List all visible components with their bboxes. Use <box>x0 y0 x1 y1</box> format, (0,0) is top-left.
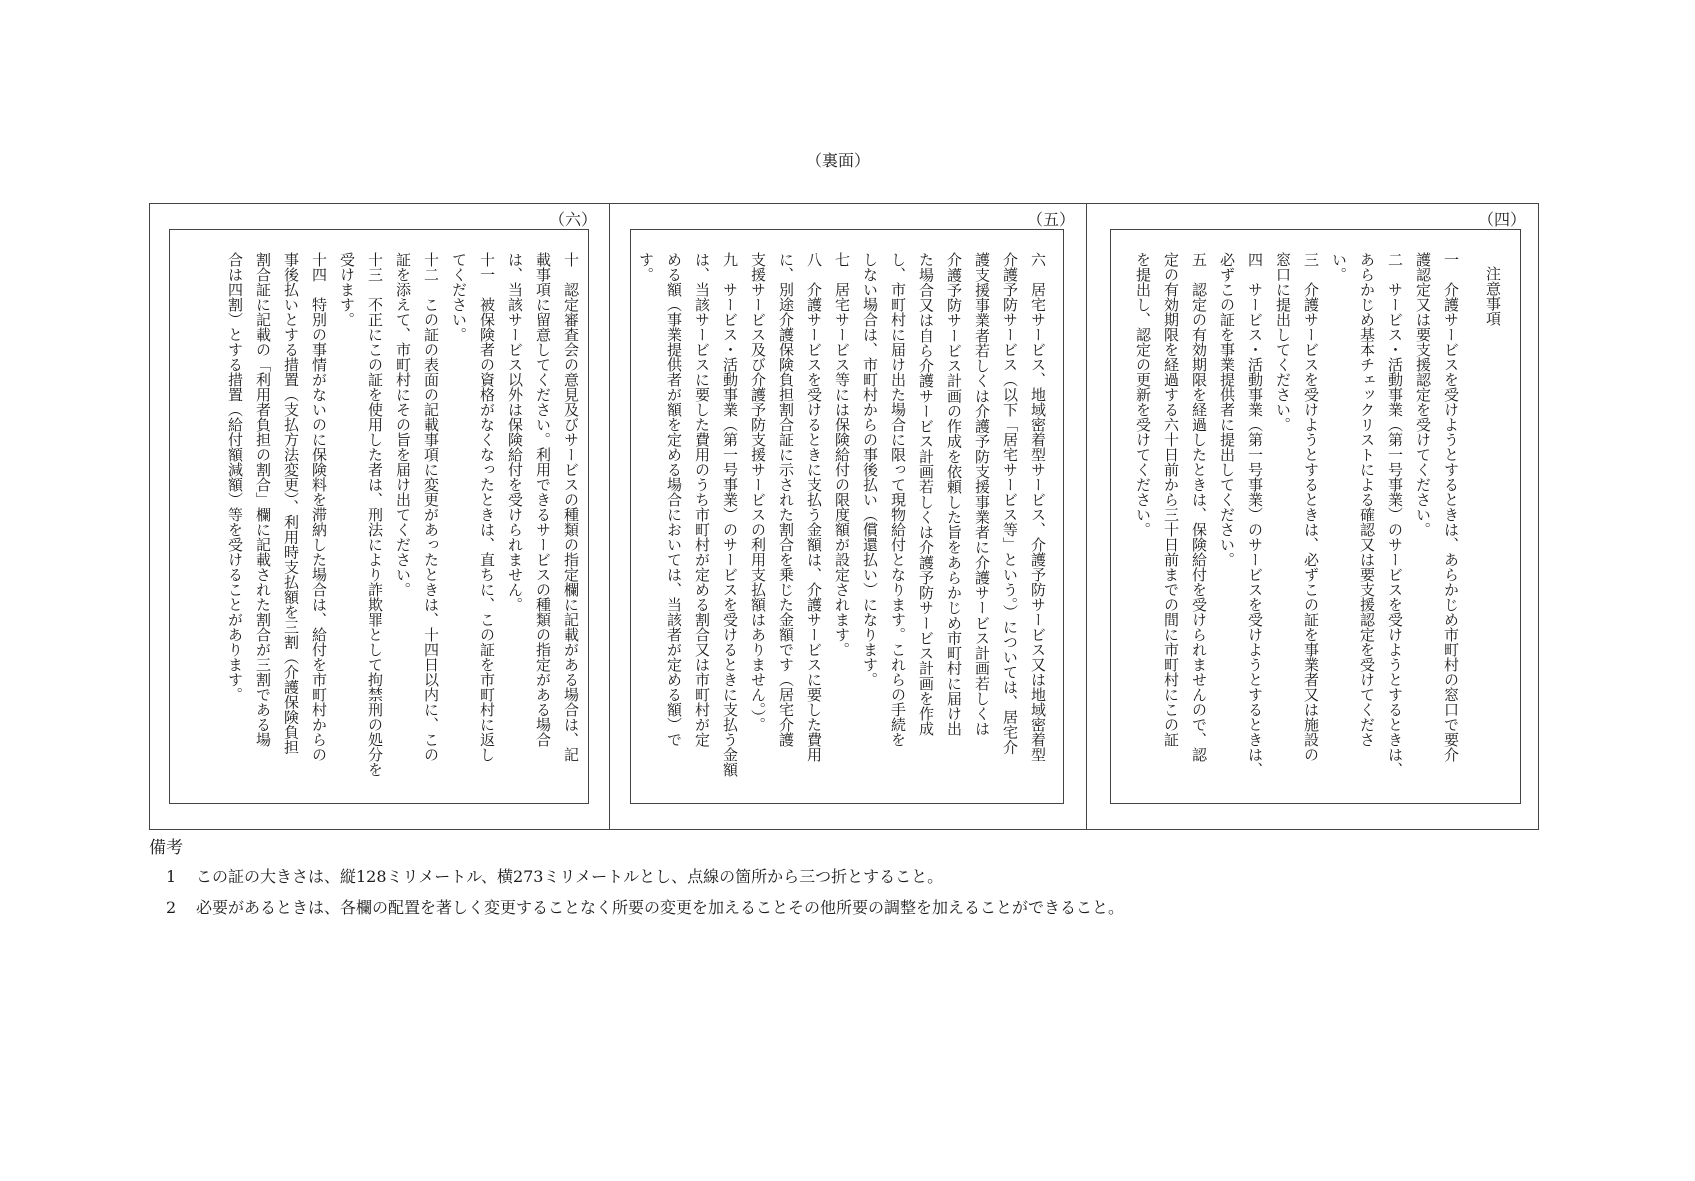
notice-line: 十二 この証の表面の記載事項に変更があったときは、十四日以内に、この <box>422 252 440 762</box>
notice-line: に、別途介護保険負担割合証に示された割合を乗じた金額です（居宅介護 <box>777 252 795 747</box>
remark-text: 必要があるときは、各欄の配置を著しく変更することなく所要の変更を加えることその他所要の調整を加えることができること。 <box>196 898 1125 917</box>
panel-label-5: （五） <box>1026 210 1075 229</box>
notice-line: 支援サービス及び介護予防支援サービスの利用支払額はありません。）。 <box>749 252 767 732</box>
notice-line: 九 サービス・活動事業（第一号事業）のサービスを受けるときに支払う金額 <box>721 252 739 777</box>
notice-line: 三 介護サービスを受けようとするときは、必ずこの証を事業者又は施設の <box>1302 252 1320 762</box>
panel-4-text <box>1129 252 1507 777</box>
notice-line: 証を添えて、市町村にその旨を届け出てください。 <box>394 252 412 597</box>
notice-item <box>744 252 828 762</box>
remark-note <box>166 895 1124 918</box>
notice-line: は、当該サービスに要した費用のうち市町村が定める割合又は市町村が定 <box>693 252 711 747</box>
notice-line: す。 <box>637 252 655 282</box>
notice-item <box>1269 252 1325 762</box>
notice-line: 護支援事業者若しくは介護予防支援事業者に介護サービス計画若しくは <box>973 252 991 736</box>
panel-label-4: （四） <box>1477 210 1526 229</box>
fold-divider <box>1086 203 1087 830</box>
notice-line: 護認定又は要支援認定を受けてください。 <box>1414 252 1432 537</box>
notice-line: 十三 不正にこの証を使用した者は、刑法により詐欺罪として拘禁刑の処分を <box>366 252 384 777</box>
notice-line: 受けます。 <box>338 252 356 327</box>
panel-4-notes <box>1110 229 1521 804</box>
notice-line: 五 認定の有効期限を経過したときは、保険給付を受けられませんので、認 <box>1190 252 1208 762</box>
notice-line: た場合又は自ら介護サービス計画若しくは介護予防サービス計画を作成 <box>917 252 935 736</box>
notice-line: 六 居宅サービス、地域密着型サービス、介護予防サービス又は地域密着型 <box>1029 252 1047 762</box>
notice-item <box>501 252 585 762</box>
notice-line: める額（事業提供者が額を定める場合においては、当該者が定める額）で <box>665 252 683 747</box>
panel-6-text <box>221 252 585 777</box>
page-title: （裏面） <box>805 151 870 170</box>
panel-label-6: （六） <box>548 210 597 229</box>
notice-line: 一 介護サービスを受けようとするときは、あらかじめ市町村の窓口で要介 <box>1442 252 1460 762</box>
notice-item <box>828 252 856 736</box>
notice-item <box>333 252 389 777</box>
notice-line: を提出し、認定の更新を受けてください。 <box>1134 252 1152 537</box>
remark-text: この証の大きさは、縦128ミリメートル、横273ミリメートルとし、点線の箇所から三つ折とすること。 <box>196 867 944 886</box>
notice-line: は、当該サービス以外は保険給付を受けられません。 <box>506 252 524 612</box>
remarks-title: 備考 <box>149 838 183 858</box>
panel-5-notes <box>630 229 1064 804</box>
notice-line: 七 居宅サービス等には保険給付の限度額が設定されます。 <box>833 252 851 657</box>
notice-line: 十一 被保険者の資格がなくなったときは、直ちに、この証を市町村に返し <box>478 252 496 762</box>
notice-item <box>389 252 445 762</box>
panel-title: 注意事項 <box>1484 266 1502 326</box>
panel-6-notes <box>169 229 589 804</box>
notice-line: い。 <box>1330 252 1348 282</box>
notice-item <box>856 252 1052 762</box>
notice-line: 四 サービス・活動事業（第一号事業）のサービスを受けようとするときは、 <box>1246 252 1264 777</box>
notice-item <box>1325 252 1409 777</box>
notice-line: 窓口に提出してください。 <box>1274 252 1292 432</box>
notice-line: 割合証に記載の「利用者負担の割合」欄に記載された割合が三割である場 <box>254 252 272 747</box>
notice-item <box>1129 252 1213 762</box>
remark-note <box>166 864 943 887</box>
notice-item <box>1213 252 1269 777</box>
notice-line: 八 介護サービスを受けるときに支払う金額は、介護サービスに要した費用 <box>805 252 823 762</box>
notice-line: しない場合は、市町村からの事後払い（償還払い）になります。 <box>861 252 879 687</box>
notice-line: し、市町村に届け出た場合に限って現物給付となります。これらの手続を <box>889 252 907 747</box>
notice-item <box>632 252 744 777</box>
notice-item <box>221 252 333 762</box>
fold-divider <box>609 203 610 830</box>
notice-line: 載事項に留意してください。利用できるサービスの種類の指定がある場合 <box>534 252 552 747</box>
notice-line: 十 認定審査会の意見及びサービスの種類の指定欄に記載がある場合は、記 <box>562 252 580 762</box>
notice-line: 事後払いとする措置（支払方法変更）、利用時支払額を三割（介護保険負担 <box>282 252 300 755</box>
remark-number: 2 <box>166 898 177 917</box>
notice-line: 介護予防サービス（以下「居宅サービス等」という。）については、居宅介 <box>1001 252 1019 755</box>
notice-line: 合は四割）とする措置（給付額減額）等を受けることがあります。 <box>226 252 244 702</box>
notice-line: てください。 <box>450 252 468 342</box>
remark-number: 1 <box>166 867 177 886</box>
notice-line: 十四 特別の事情がないのに保険料を滞納した場合は、給付を市町村からの <box>310 252 328 762</box>
notice-line: 二 サービス・活動事業（第一号事業）のサービスを受けようとするときは、 <box>1386 252 1404 777</box>
notice-item <box>445 252 501 762</box>
notice-line: 必ずこの証を事業提供者に提出してください。 <box>1218 252 1236 567</box>
notice-item <box>1409 252 1465 762</box>
panel-5-text <box>632 252 1052 777</box>
notice-line: 介護予防サービス計画の作成を依頼した旨をあらかじめ市町村に届け出 <box>945 252 963 736</box>
notice-line: あらかじめ基本チェックリストによる確認又は要支援認定を受けてくださ <box>1358 252 1376 747</box>
notice-line: 定の有効期限を経過する六十日前から三十日前までの間に市町村にこの証 <box>1162 252 1180 747</box>
